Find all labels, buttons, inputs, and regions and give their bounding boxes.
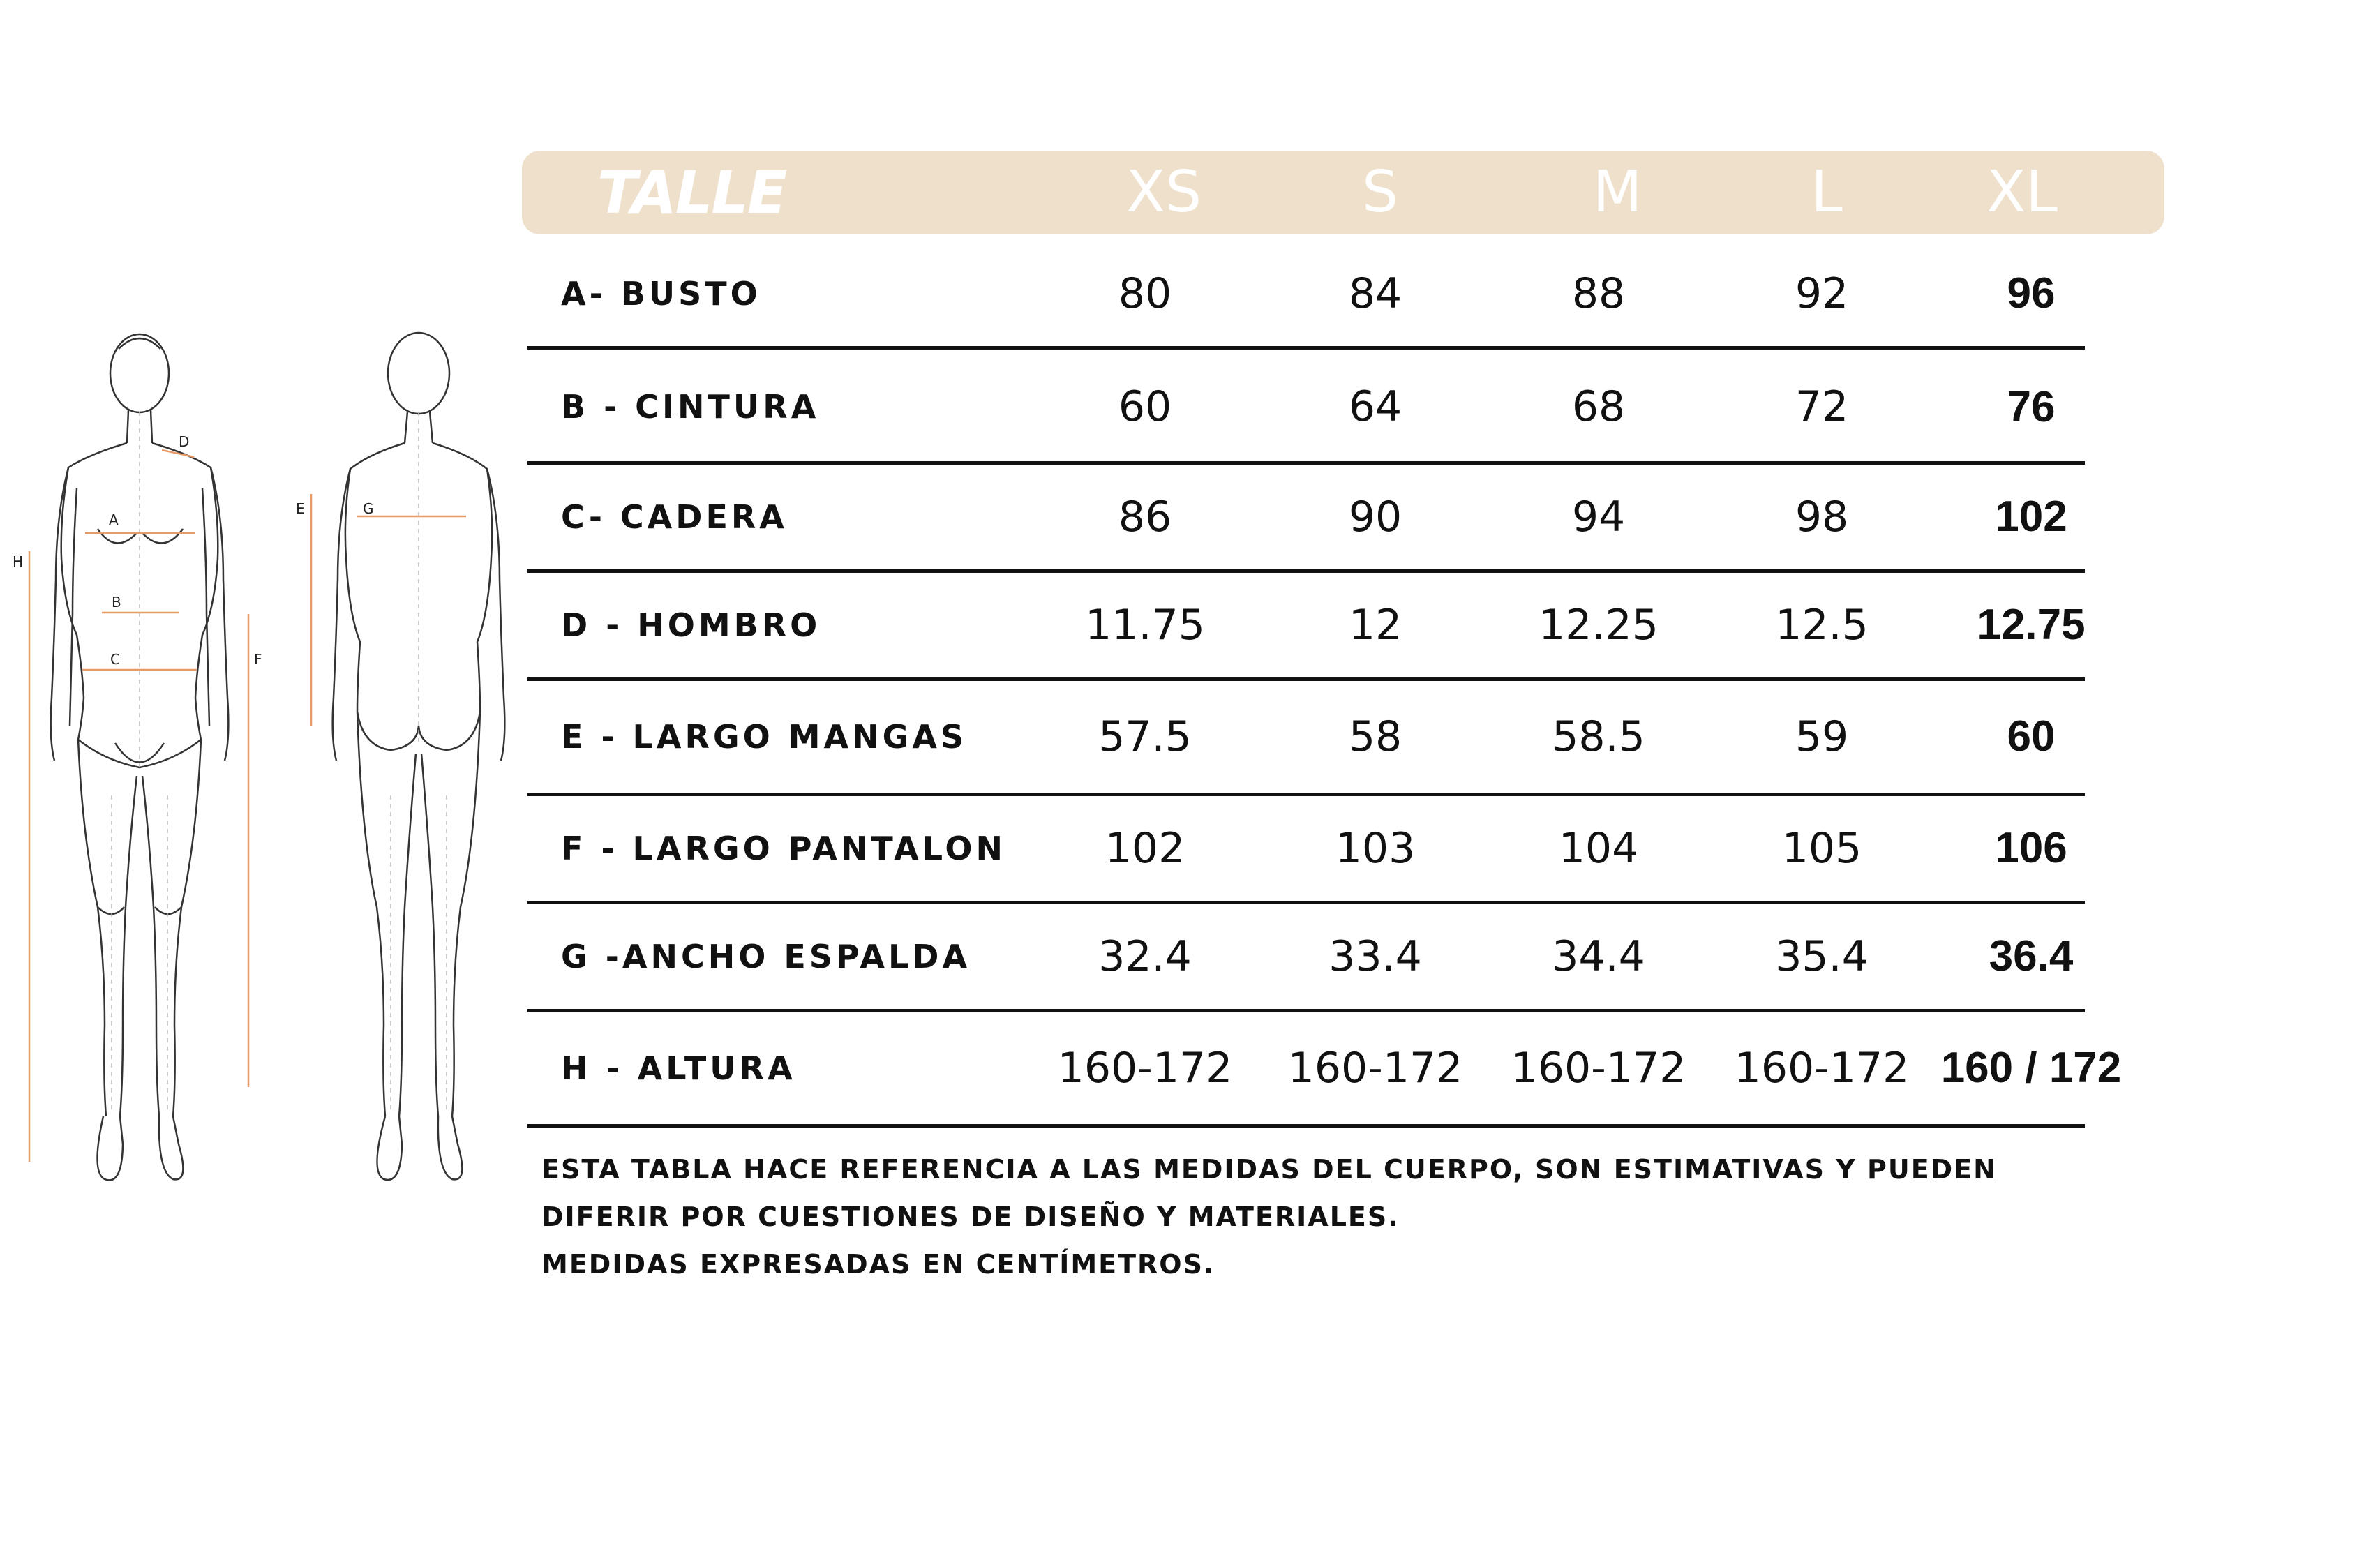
cell-cintura-xs: 60 (1118, 382, 1172, 431)
row-label-altura: H - ALTURA (561, 1049, 796, 1087)
cell-largo-pantalon-xl: 106 (1995, 824, 2067, 872)
table-row-cadera (527, 465, 2085, 573)
cell-largo-mangas-s: 58 (1348, 712, 1402, 761)
cell-largo-mangas-l: 59 (1795, 712, 1849, 761)
footnote-line-1: ESTA TABLA HACE REFERENCIA A LAS MEDIDAS DEL CUERPO, SON ESTIMATIVAS Y PUEDEN (541, 1154, 1997, 1185)
table-row-largo-pantalon (527, 796, 2085, 904)
cell-cadera-xl: 102 (1995, 493, 2067, 541)
cell-cintura-s: 64 (1348, 382, 1402, 431)
cell-hombro-l: 12.5 (1775, 601, 1869, 650)
row-label-busto: A- BUSTO (561, 275, 761, 313)
size-header-s: S (1361, 159, 1399, 225)
footnote-line-3: MEDIDAS EXPRESADAS EN CENTÍMETROS. (541, 1249, 1215, 1280)
cell-ancho-espalda-l: 35.4 (1775, 932, 1869, 981)
back-figure (333, 333, 505, 1180)
label-f: F (254, 651, 262, 668)
size-header-xs: XS (1125, 159, 1202, 225)
cell-ancho-espalda-m: 34.4 (1552, 932, 1645, 981)
cell-ancho-espalda-xl: 36.4 (1989, 932, 2074, 980)
label-c: C (110, 651, 120, 668)
row-label-ancho-espalda: G -ANCHO ESPALDA (561, 938, 971, 975)
cell-busto-s: 84 (1348, 269, 1402, 318)
cell-largo-mangas-m: 58.5 (1552, 712, 1645, 761)
cell-busto-xs: 80 (1118, 269, 1172, 318)
row-label-largo-mangas: E - LARGO MANGAS (561, 718, 968, 756)
cell-cintura-m: 68 (1571, 382, 1626, 431)
table-row-hombro (527, 573, 2085, 681)
size-header-xl: XL (1986, 159, 2058, 225)
cell-hombro-m: 12.25 (1539, 601, 1659, 650)
cell-cadera-l: 98 (1795, 493, 1849, 541)
cell-largo-pantalon-l: 105 (1781, 824, 1862, 873)
footnote-line-2: DIFERIR POR CUESTIONES DE DISEÑO Y MATERIALES. (541, 1201, 1400, 1232)
table-row-largo-mangas (527, 681, 2085, 796)
cell-largo-mangas-xs: 57.5 (1098, 712, 1192, 761)
table-row-cintura (527, 353, 2085, 465)
table-footnote (541, 1146, 2076, 1288)
cell-largo-pantalon-m: 104 (1558, 824, 1639, 873)
label-h: H (13, 553, 24, 570)
row-label-cadera: C- CADERA (561, 498, 788, 536)
cell-largo-pantalon-xs: 102 (1105, 824, 1185, 873)
table-row-busto (527, 241, 2085, 350)
cell-largo-pantalon-s: 103 (1335, 824, 1416, 873)
cell-altura-xl: 160 / 172 (1940, 1044, 2122, 1092)
back-letters (296, 500, 374, 517)
size-header-m: M (1592, 159, 1642, 225)
table-row-ancho-espalda (527, 904, 2085, 1012)
body-measurement-figures (0, 307, 530, 1214)
cell-busto-xl: 96 (2007, 269, 2056, 317)
cell-busto-l: 92 (1795, 269, 1849, 318)
cell-ancho-espalda-xs: 32.4 (1098, 932, 1192, 981)
cell-cadera-m: 94 (1571, 493, 1626, 541)
cell-hombro-s: 12 (1348, 601, 1402, 650)
cell-altura-m: 160-172 (1511, 1044, 1686, 1093)
front-guides (112, 412, 167, 1109)
figures-svg (0, 307, 530, 1214)
cell-hombro-xl: 12.75 (1977, 601, 2086, 649)
table-header-bar (522, 151, 2164, 234)
talle-header: TALLE (597, 158, 786, 227)
row-label-largo-pantalon: F - LARGO PANTALON (561, 830, 1007, 867)
label-e: E (296, 500, 305, 517)
cell-altura-l: 160-172 (1734, 1044, 1910, 1093)
row-label-hombro: D - HOMBRO (561, 606, 821, 644)
table-row-altura (527, 1012, 2122, 1128)
cell-hombro-xs: 11.75 (1085, 601, 1205, 650)
label-b: B (112, 594, 121, 611)
cell-cadera-s: 90 (1348, 493, 1402, 541)
cell-largo-mangas-xl: 60 (2007, 712, 2056, 761)
cell-cadera-xs: 86 (1118, 493, 1172, 541)
label-a: A (109, 511, 119, 528)
cell-busto-m: 88 (1571, 269, 1626, 318)
cell-cintura-l: 72 (1795, 382, 1849, 431)
label-g: G (363, 500, 374, 517)
cell-altura-s: 160-172 (1287, 1044, 1463, 1093)
cell-ancho-espalda-s: 33.4 (1329, 932, 1422, 981)
label-d: D (179, 433, 190, 450)
size-header-l: L (1811, 159, 1843, 225)
row-label-cintura: B - CINTURA (561, 388, 820, 426)
cell-altura-xs: 160-172 (1057, 1044, 1233, 1093)
cell-cintura-xl: 76 (2007, 383, 2056, 431)
